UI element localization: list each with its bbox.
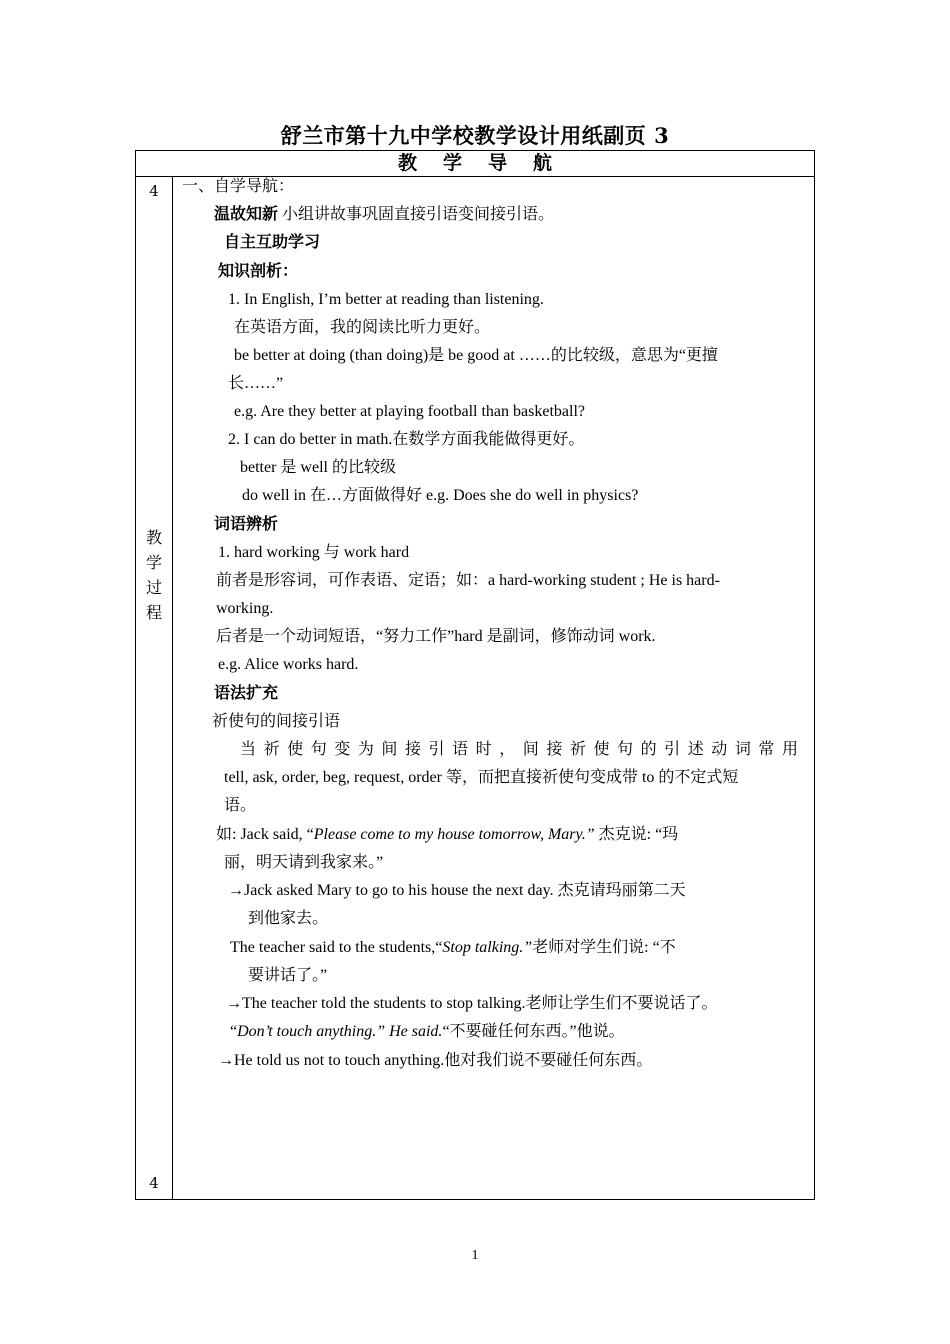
content-line: 语。: [224, 797, 257, 814]
vertical-char: 学: [145, 553, 162, 572]
content-line: [216, 824, 678, 846]
page-number: 1: [471, 1248, 479, 1263]
text: 小组讲故事巩固直接引语变间接引语。: [278, 206, 555, 223]
content-line: [230, 1021, 625, 1043]
content-line: do well in 在…方面做得好 e.g. Does she do well in physics?: [242, 487, 639, 504]
text: “不要碰任何东西。”他说。: [442, 1023, 625, 1040]
vertical-label: [136, 525, 172, 625]
content-line: →He told us not to touch anything.他对我们说不要碰任何东西。: [218, 1052, 653, 1069]
subheading: 语法扩充: [214, 685, 279, 702]
content-line: 丽，明天请到我家来。”: [224, 854, 384, 871]
text: 杰克说: “玛: [594, 826, 679, 843]
content-line: tell, ask, order, beg, request, order 等，而把直接祈使句变成带 to 的不定式短: [224, 769, 739, 786]
quote-text: Stop talking.”: [442, 939, 533, 956]
content-line: 祈使句的间接引语: [212, 713, 341, 730]
content-line: →Jack asked Mary to go to his house the next day. 杰克请玛丽第二天: [228, 882, 686, 899]
content-line: 1. In English, I’m better at reading than listening.: [228, 291, 544, 308]
content-line: better 是 well 的比较级: [240, 459, 396, 476]
content-line: [230, 937, 676, 959]
subheading: 自主互助学习: [224, 234, 321, 251]
period-number-top: 4: [149, 182, 159, 200]
subheading: 词语辨析: [214, 516, 279, 533]
section-heading: 一、自学导航：: [182, 178, 295, 195]
text: 如: Jack said, “: [216, 826, 314, 843]
text: “: [230, 1023, 238, 1040]
content-line: 前者是形容词，可作表语、定语；如：a hard-working student ; He is hard-: [216, 572, 720, 589]
content-line: e.g. Alice works hard.: [218, 656, 359, 673]
vertical-char: 教: [145, 528, 162, 547]
left-column: [136, 177, 173, 1199]
quote-text: Please come to my house tomorrow, Mary.”: [313, 826, 595, 843]
quote-text: Don’t touch anything.” He said.: [237, 1023, 443, 1040]
subheading: 温故知新: [214, 206, 279, 223]
content-line: 1. hard working 与 work hard: [218, 544, 410, 561]
vertical-char: 过: [145, 578, 162, 597]
content-line: working.: [216, 600, 274, 617]
content-line: 在英语方面，我的阅读比听力更好。: [234, 319, 491, 336]
subheading: 知识剖析：: [218, 263, 299, 280]
table-header: 教学导航: [136, 151, 814, 177]
vertical-char: 程: [145, 603, 162, 622]
content-line: [214, 204, 554, 226]
content-line: be better at doing (than doing)是 be good at ……的比较级，意思为“更擅: [234, 347, 718, 364]
content-line: 当祈使句变为间接引语时，间接祈使句的引述动词常用: [240, 741, 804, 758]
content-line: →The teacher told the students to stop talking.老师让学生们不要说话了。: [226, 995, 718, 1012]
content-line: 2. I can do better in math.在数学方面我能做得更好。: [228, 431, 585, 448]
text: The teacher said to the students,“: [230, 939, 443, 956]
page-title: 舒兰市第十九中学校教学设计用纸副页 3: [280, 123, 670, 148]
content-line: 后者是一个动词短语，“努力工作”hard 是副词，修饰动词 work.: [216, 628, 656, 645]
content-line: 到他家去。: [248, 910, 329, 927]
content-line: 长……”: [228, 375, 284, 392]
content-line: 要讲话了。”: [248, 967, 328, 984]
content-line: e.g. Are they better at playing football than basketball?: [234, 403, 585, 420]
period-number-bottom: 4: [149, 1174, 159, 1192]
text: 老师对学生们说: “不: [532, 939, 676, 956]
